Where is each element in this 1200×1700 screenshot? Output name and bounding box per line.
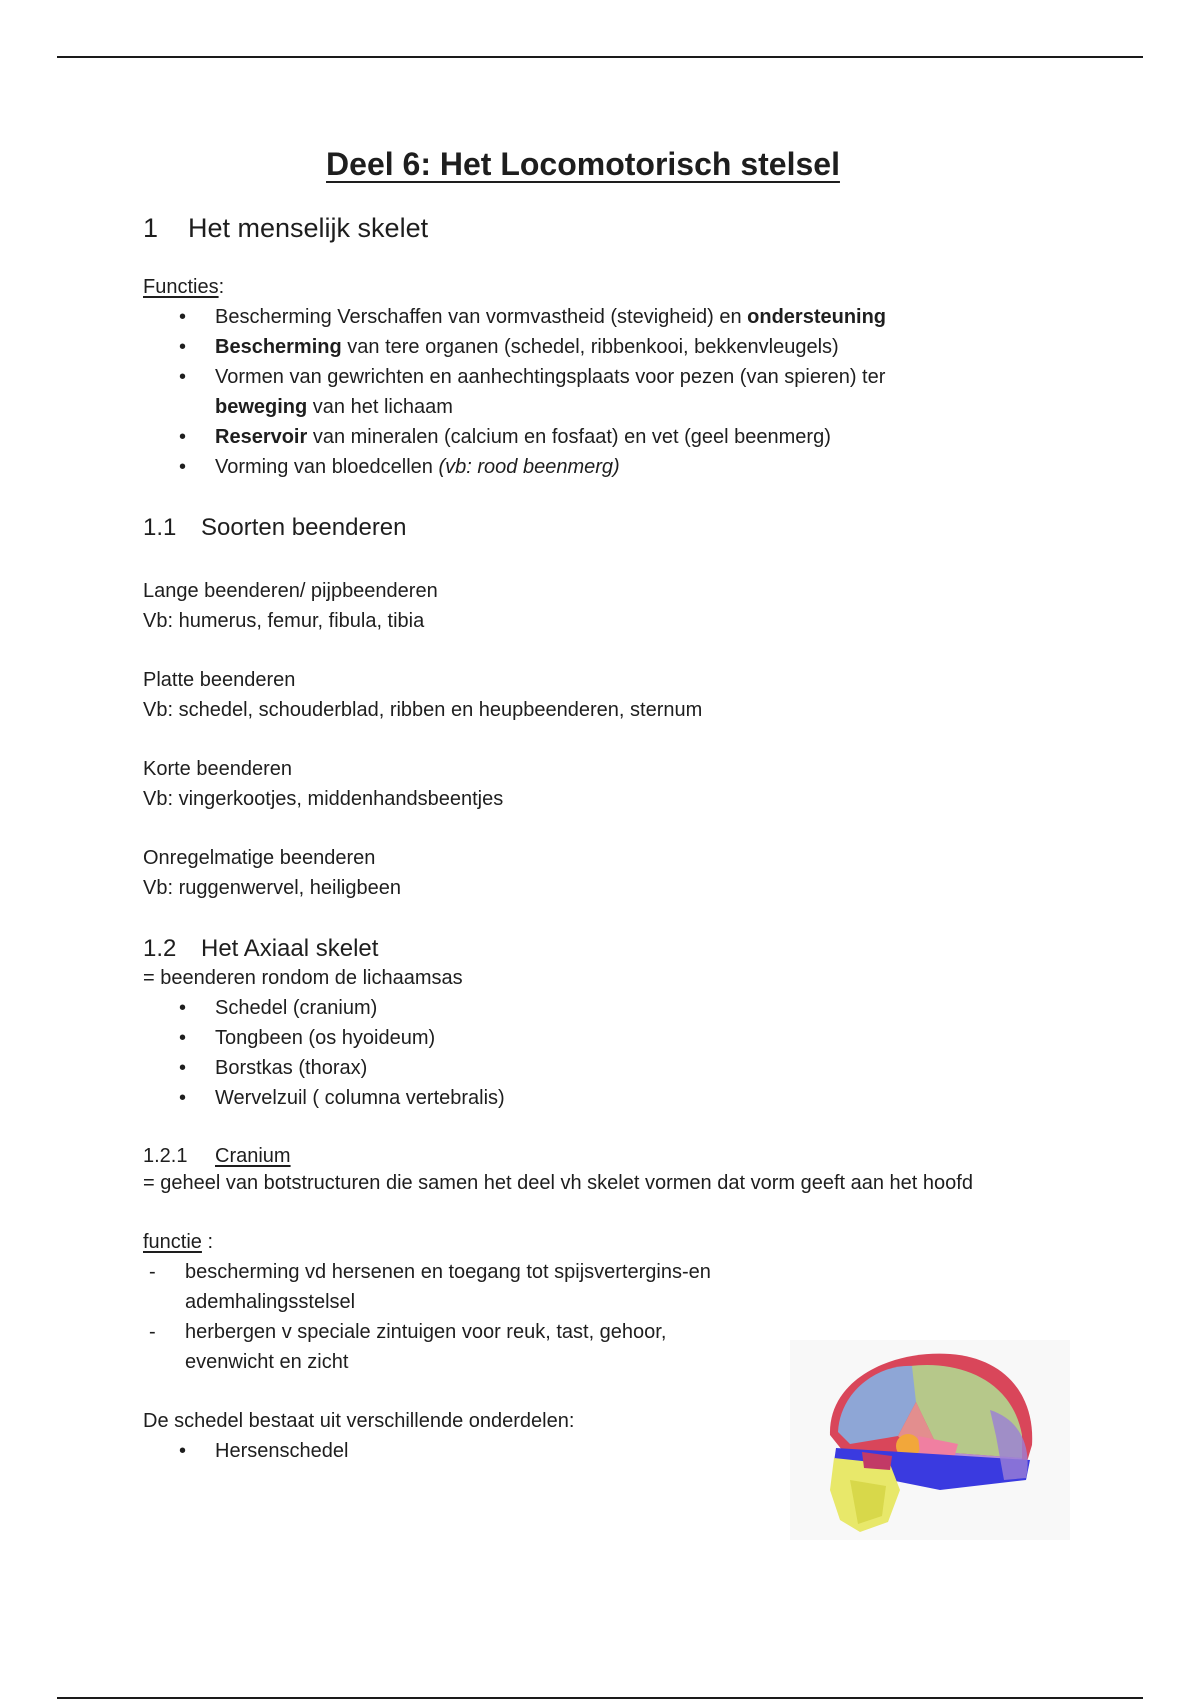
heading-section-1 [143,213,1063,244]
bone-type-name: Korte beenderen [143,758,293,780]
functions-list [143,302,1063,482]
list-item: • Schedel (cranium) [215,993,1063,1023]
bone-type-example: Vb: ruggenwervel, heiligbeen [143,877,401,899]
heading-section-1-2: 1.2 Het Axiaal skelet [143,935,379,962]
list-item: - herbergen v speciale zintuigen voor reuk, tast, gehoor, evenwicht en zicht [185,1317,745,1377]
cranium-definition: = geheel van botstructuren die samen het deel vh skelet vormen dat vorm geeft aan het hoofd [143,1172,973,1194]
footer-rule [57,1697,1143,1699]
bone-type-example: Vb: humerus, femur, fibula, tibia [143,610,425,632]
list-item: • Vorming van bloedcellen (vb: rood beenmerg) [215,452,1063,482]
heading-section-1-1: 1.1 Soorten beenderen [143,514,407,541]
bone-type-example: Vb: schedel, schouderblad, ribben en heupbeenderen, sternum [143,699,703,721]
bone-type-name: Onregelmatige beenderen [143,847,376,869]
list-item: • Wervelzuil ( columna vertebralis) [215,1083,1063,1113]
bone-type-name: Lange beenderen/ pijpbeenderen [143,580,438,602]
document-body [143,140,1063,1466]
header-rule [57,56,1143,58]
functions-label: Functies: [143,276,225,298]
heading-section-1-2-1: 1.2.1 Cranium [143,1145,291,1167]
document-title: Deel 6: Het Locomotorisch stelsel [326,146,840,182]
list-item: - bescherming vd hersenen en toegang tot spijsvertergins-en ademhalingsstelsel [185,1257,745,1317]
list-item: • Bescherming van tere organen (schedel, ribbenkooi, bekkenvleugels) [215,332,1063,362]
parts-intro: De schedel bestaat uit verschillende onderdelen: [143,1410,575,1432]
axial-definition: = beenderen rondom de lichaamsas [143,967,463,989]
heading-text: Het menselijk skelet [188,213,429,243]
list-item: • Bescherming Verschaffen van vormvastheid (stevigheid) en ondersteuning [215,302,995,332]
list-item: • Hersenschedel [215,1436,1063,1466]
axial-list [143,993,1063,1113]
skull-illustration-icon [790,1340,1070,1540]
list-item: • Reservoir van mineralen (calcium en fosfaat) en vet (geel beenmerg) [215,422,1063,452]
bone-type-name: Platte beenderen [143,669,296,691]
heading-number: 1 [143,213,159,243]
list-item: • Tongbeen (os hyoideum) [215,1023,1063,1053]
function-label: functie : [143,1231,214,1253]
list-item: • Vormen van gewrichten en aanhechtingsplaats voor pezen (van spieren) ter beweging van het lichaam [215,362,975,422]
bone-type-example: Vb: vingerkootjes, middenhandsbeentjes [143,788,504,810]
function-list [143,1257,745,1377]
list-item: • Borstkas (thorax) [215,1053,1063,1083]
